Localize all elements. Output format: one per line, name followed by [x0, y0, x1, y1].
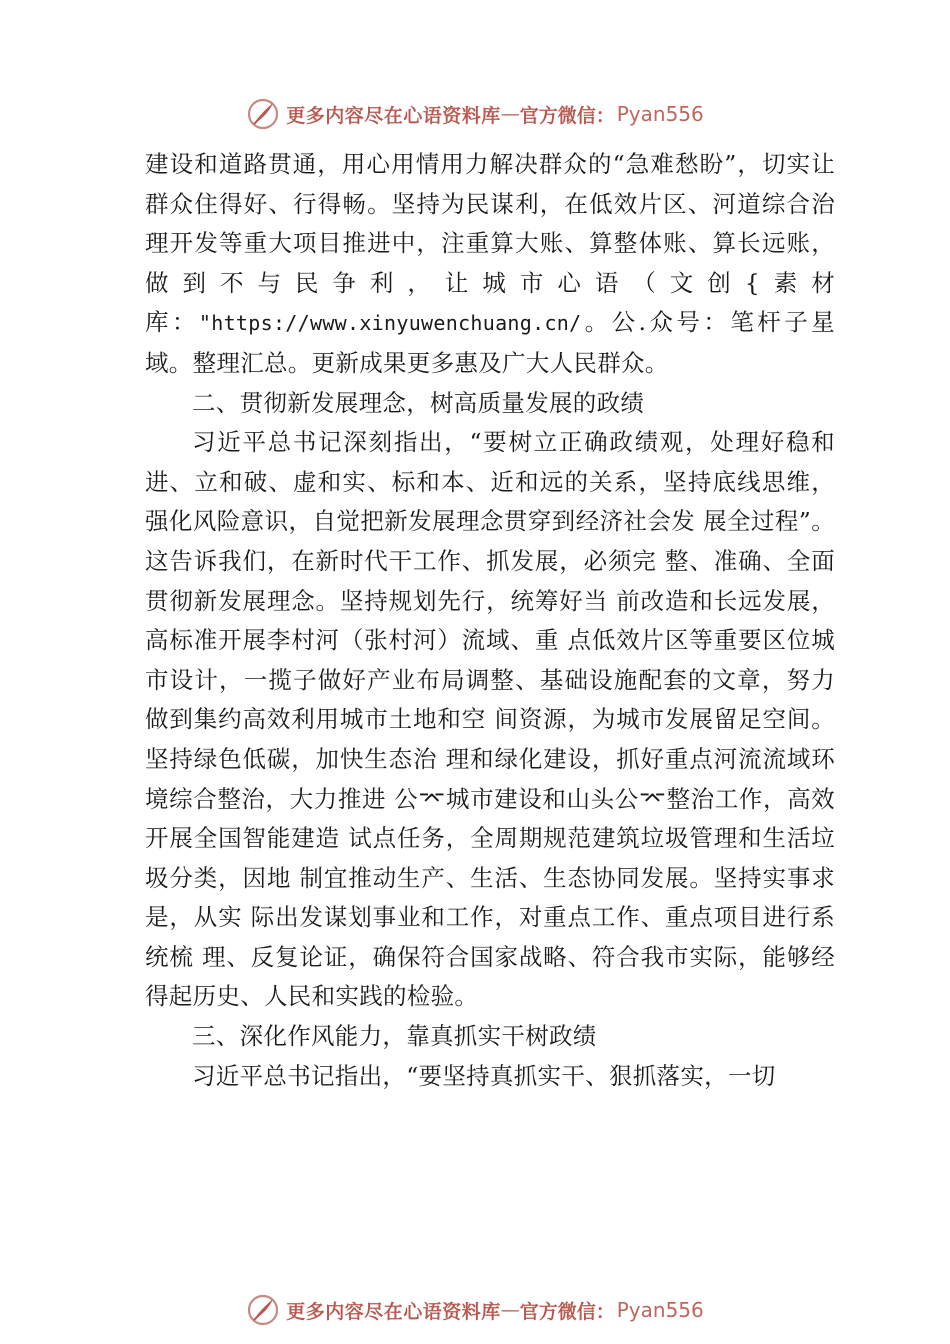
footer-separator: — — [500, 1299, 520, 1321]
quill-logo-icon — [246, 97, 280, 131]
section-heading-3: 三、深化作风能力，靠真抓实干树政绩 — [192, 1022, 597, 1051]
footer-wechat-label: 官方微信： — [519, 1300, 615, 1323]
quill-logo-icon — [246, 1293, 280, 1327]
document-body — [145, 145, 835, 1096]
section-heading-2: 二、贯彻新发展理念，树高质量发展的政绩 — [192, 388, 645, 417]
source-url: "https://www.xinyuwenchuang.cn/ — [198, 311, 582, 336]
paragraph-1-text-a: 建设和道路贯通，用心用情用力解决群众的“急难愁盼”，切实让群众住得好、行得畅。坚持为民谋利，在低效片区、河道综合治理开发等重大项目推进中，注重算大账、算整体账、算长远账，做到不与民争利，让城市心语（文创{素材库： — [145, 150, 835, 337]
paragraph-2: 习近平总书记深刻指出，“要树立正确政绩观，处理好稳和进、立和破、虚和实、标和本、近和远的关系，坚持底线思维，强化风险意识，自觉把新发展理念贯穿到经济社会发 展全过程”。这告诉我们，在新时代干工作、抓发展，必须完 整、准确、全面贯彻新发展理念。坚持规划先行，统筹好当 前改造和长远发展，高标准开展李村河（张村河）流域、重 点低效片区等重要区位城市设计，一揽子做好产业布局调整、基础设施配套的文章，努力做到集约高效利用城市土地和空 间资源，为城市发展留足空间。坚持绿色低碳，加快生态治 理和绿化建设，抓好重点河流流域环境综合整治，大力推进 公⌤城市建设和山头公⌤整治工作，高效开展全国智能建造 试点任务，全周期规范建筑垃圾管理和生活垃圾分类，因地 制宜推动生产、生活、生态协同发展。坚持实事求是，从实 际出发谋划事业和工作，对重点工作、重点项目进行系统梳 理、反复论证，确保符合国家战略、符合我市实际，能够经得起历史、人民和实践的检验。 — [145, 428, 835, 1011]
paragraph-3: 习近平总书记指出，“要坚持真抓实干、狠抓落实，一切 — [192, 1061, 776, 1090]
banner-brand-text: 更多内容尽在心语资料库 — [286, 104, 501, 127]
header-banner — [0, 94, 950, 134]
paragraph-1-text-b: 。公.众号：笔杆子星域。整理汇总。更新成果更多惠及广大人民群众。 — [145, 308, 835, 377]
footer-brand-text: 更多内容尽在心语资料库 — [286, 1300, 501, 1323]
banner-wechat-label: 官方微信： — [519, 104, 615, 127]
footer-banner — [0, 1290, 950, 1330]
banner-wechat-id: Pyan556 — [616, 102, 704, 126]
paragraph-1 — [145, 145, 835, 384]
banner-separator: — — [500, 103, 520, 125]
footer-wechat-id: Pyan556 — [616, 1298, 704, 1322]
